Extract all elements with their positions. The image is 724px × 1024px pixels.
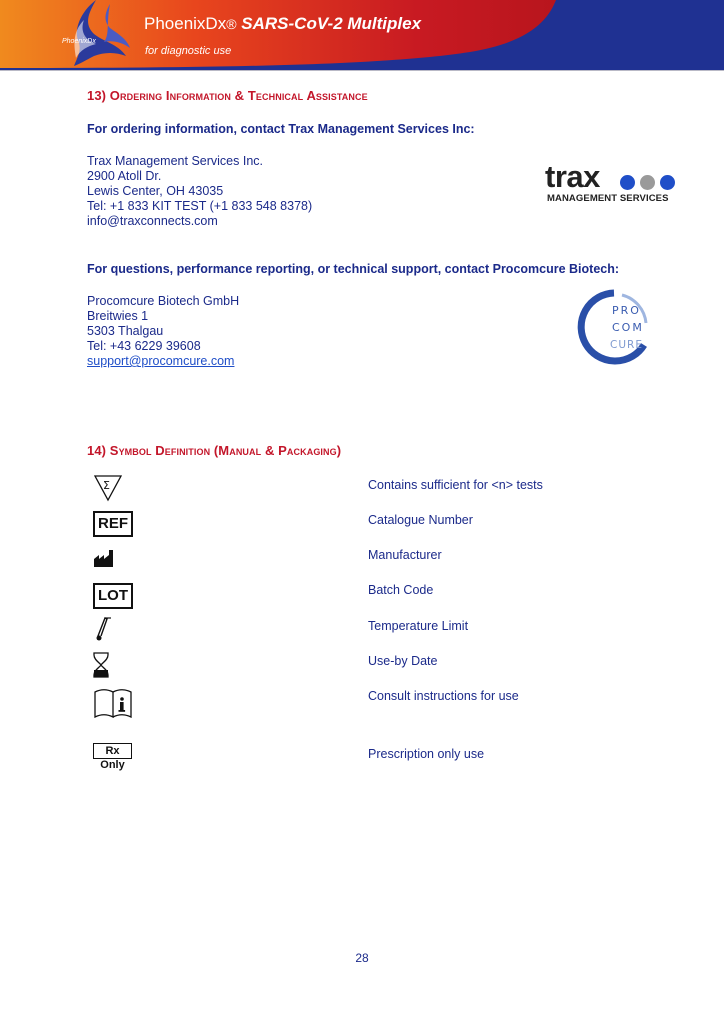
symbol-desc-prescription: Prescription only use <box>368 747 485 761</box>
trax-city: Lewis Center, OH 43035 <box>87 184 224 198</box>
header-subtitle: for diagnostic use <box>145 45 232 57</box>
lot-box-icon: LOT <box>93 583 133 609</box>
pcc-logo-line3: CURE <box>610 339 643 351</box>
trax-company: Trax Management Services Inc. <box>87 154 263 168</box>
trax-street: 2900 Atoll Dr. <box>87 169 162 183</box>
symbol-desc-catalogue: Catalogue Number <box>368 513 473 527</box>
trax-dot-blue-icon <box>660 175 675 190</box>
trax-dot-gray-icon <box>640 175 655 190</box>
trax-address <box>87 154 312 229</box>
header-banner <box>0 0 724 70</box>
section-13-title: 13) Ordering Information & Technical Assistance <box>87 88 368 103</box>
trax-phone: Tel: +1 833 KIT TEST (+1 833 548 8378) <box>87 199 313 213</box>
hourglass-icon <box>93 652 111 678</box>
page-header <box>0 0 724 70</box>
symbol-desc-manufacturer: Manufacturer <box>368 548 442 562</box>
product-name: SARS-CoV-2 Multiplex <box>241 14 422 33</box>
thermometer-icon <box>93 616 115 642</box>
procomcure-address <box>87 294 239 369</box>
trax-logo-word: trax <box>545 159 600 194</box>
procomcure-email-link[interactable]: support@procomcure.com <box>87 354 235 368</box>
header-title <box>144 14 421 34</box>
trax-email[interactable]: info@traxconnects.com <box>87 214 218 228</box>
book-info-icon <box>93 688 133 718</box>
brand-name: PhoenixDx <box>144 14 227 33</box>
pcc-logo-line1: PRO <box>612 304 641 317</box>
trax-logo <box>545 159 679 205</box>
trax-dot-blue-icon <box>620 175 635 190</box>
symbol-desc-use-by: Use-by Date <box>368 654 438 668</box>
rx-only-icon: Rx Only <box>93 743 132 759</box>
symbol-desc-sufficient: Contains sufficient for <n> tests <box>368 478 543 492</box>
ref-box-icon: REF <box>93 511 133 537</box>
procomcure-city: 5303 Thalgau <box>87 324 164 338</box>
support-intro: For questions, performance reporting, or technical support, contact Procomcure Biotech: <box>87 262 620 276</box>
procomcure-street: Breitwies 1 <box>87 309 149 323</box>
header-logo-text: PhoenixDx <box>62 38 96 45</box>
symbol-desc-batch: Batch Code <box>368 583 434 597</box>
factory-icon <box>93 548 117 568</box>
trax-logo-sub: MANAGEMENT SERVICES <box>547 193 669 204</box>
sigma-triangle-icon <box>93 474 123 502</box>
symbol-desc-consult: Consult instructions for use <box>368 689 519 703</box>
header-divider <box>0 70 724 71</box>
registered-mark: ® <box>226 16 237 32</box>
ordering-intro: For ordering information, contact Trax Management Services Inc: <box>87 122 475 136</box>
symbol-desc-temperature: Temperature Limit <box>368 619 469 633</box>
page-number: 28 <box>355 951 369 965</box>
svg-text:Σ: Σ <box>103 479 110 492</box>
pcc-logo-line2: COM <box>612 321 644 334</box>
procomcure-phone: Tel: +43 6229 39608 <box>87 339 201 353</box>
procomcure-logo <box>574 289 650 365</box>
procomcure-company: Procomcure Biotech GmbH <box>87 294 240 308</box>
section-14-title: 14) Symbol Definition (Manual & Packaging) <box>87 443 342 458</box>
